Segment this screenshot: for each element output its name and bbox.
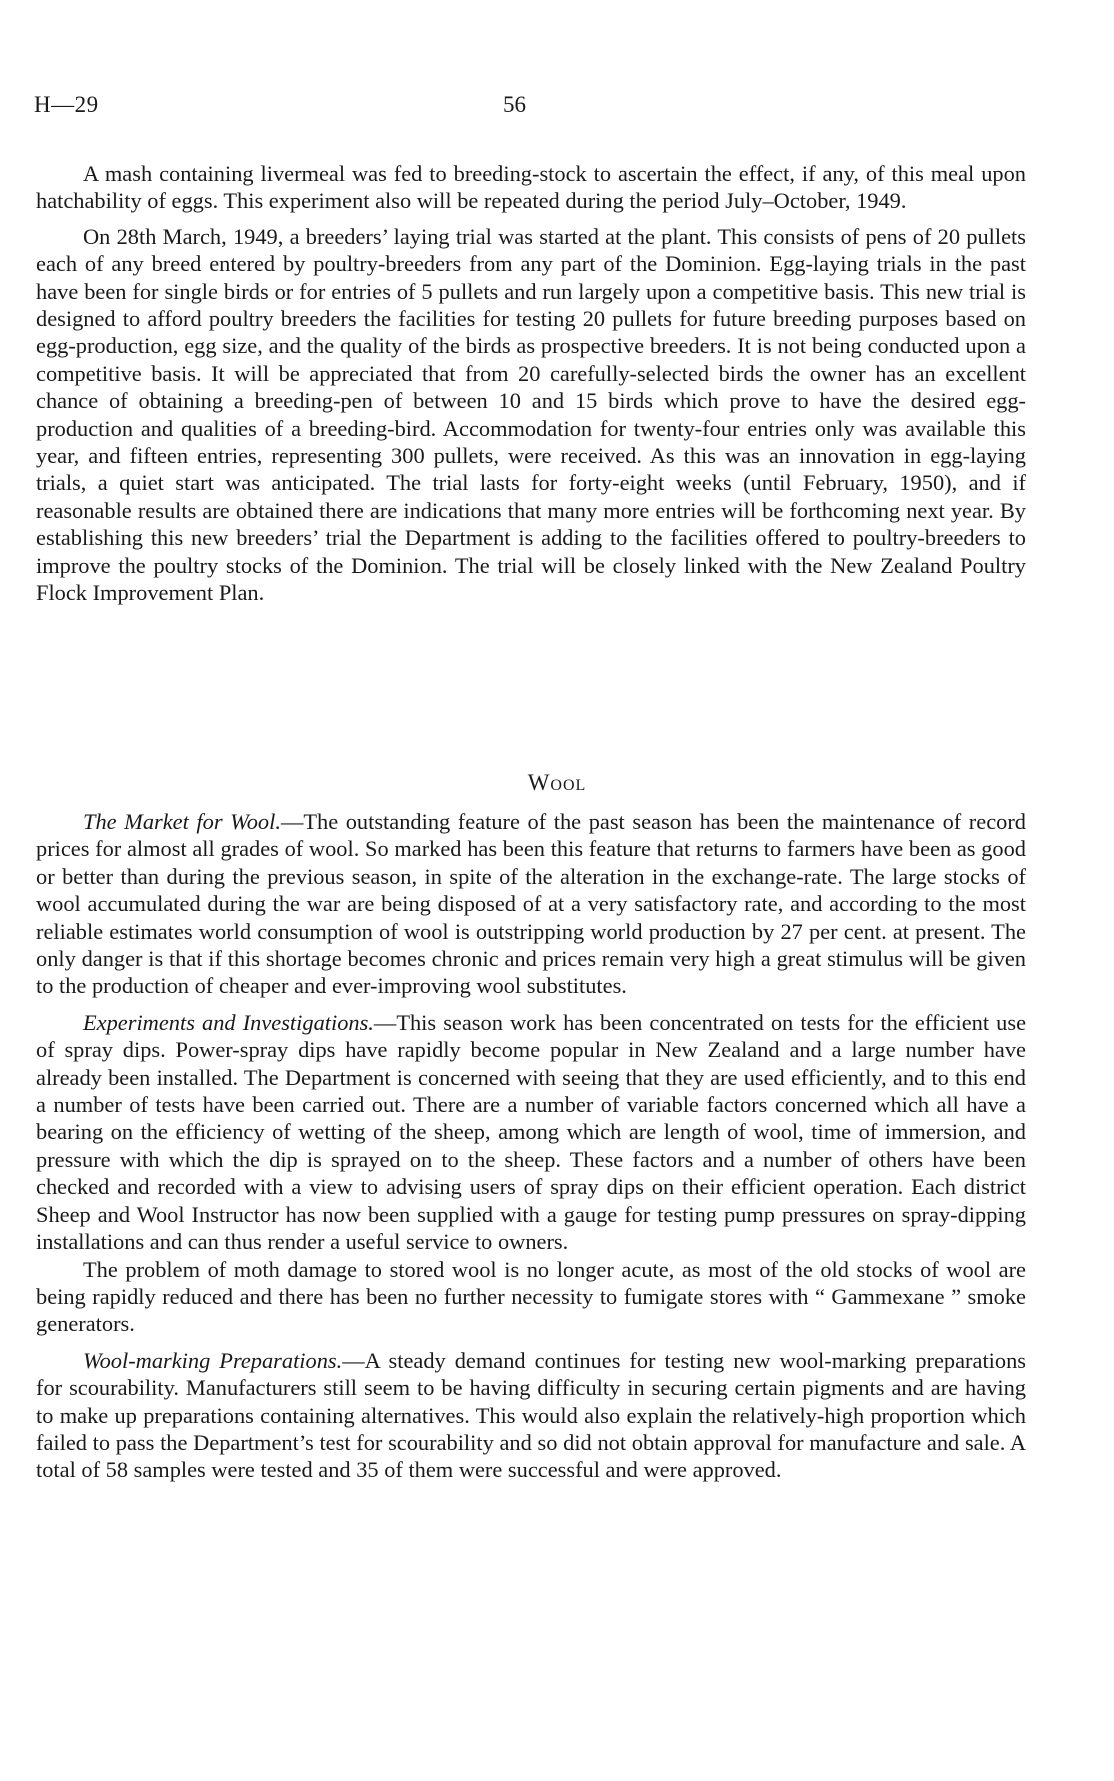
- page-number: 56: [503, 92, 526, 117]
- text-market-for-wool: —The outstanding feature of the past season has been the maintenance of record prices for almost all grades of wool. So marked has been this feature that returns to farmers have been as good or better than during the previous season, in spite of the alteration in the exchange-rate. The large stocks of wool accumulated during the war are being disposed of at a very satisfactory rate, and according to the most reliable estimates world consumption of wool is outstripping world production by 27 per cent. at present. The only danger is that if this shortage becomes chronic and prices remain very high a great stimulus will be given to the production of cheaper and ever-improving wool substitutes.: [36, 809, 1026, 999]
- paragraph-experiments: [36, 1009, 1026, 1256]
- paragraph-wool-marking: [36, 1347, 1026, 1484]
- paragraph-moth-damage: The problem of moth damage to stored wool is no longer acute, as most of the old stocks of wool are being rapidly reduced and there has been no further necessity to fumigate stores with “ Gammexane ” smoke generators.: [36, 1256, 1026, 1337]
- section-heading-wool: Wool: [527, 770, 587, 795]
- document-reference: H—29: [34, 92, 99, 117]
- poultry-section: [36, 160, 1026, 607]
- subhead-market-for-wool: The Market for Wool.: [83, 809, 281, 834]
- paragraph-market-for-wool: [36, 808, 1026, 1000]
- wool-section: [36, 808, 1026, 1484]
- text-experiments: —This season work has been concentrated on tests for the efficient use of spray dips. Power-spray dips have rapidly become popular in New Zealand and a large number have already been installed. The Department is concerned with seeing that they are used efficiently, and to this end a number of tests have been carried out. There are a number of variable factors concerned which all have a bearing on the efficiency of wetting of the sheep, among which are length of wool, time of immersion, and pressure with which the dip is sprayed on to the sheep. These factors and a number of others have been checked and recorded with a view to advising users of spray dips on their efficient operation. Each district Sheep and Wool Instructor has now been supplied with a gauge for testing pump pressures on spray-dipping installations and can thus render a useful service to owners.: [36, 1009, 1027, 1255]
- subhead-wool-marking: Wool-marking Preparations.: [83, 1347, 343, 1373]
- paragraph-breeders-trial: On 28th March, 1949, a breeders’ laying trial was started at the plant. This consists of pens of 20 pullets each of any breed entered by poultry-breeders from any part of the Dominion. Egg-laying trials in the past have been for single birds or for entries of 5 pullets and run largely upon a competitive basis. This new trial is designed to afford poultry breeders the facilities for testing 20 pullets for future breeding purposes based on egg-production, egg size, and the quality of the birds as prospective breeders. It is not being conducted upon a competitive basis. It will be appreciated that from 20 carefully-selected birds the owner has an excellent chance of obtaining a breeding-pen of between 10 and 15 birds which prove to have the desired egg-production and qualities of a breeding-bird. Accommodation for twenty-four entries only was available this year, and fifteen entries, representing 300 pullets, were received. As this was an innovation in egg-laying trials, a quiet start was anticipated. The trial lasts for forty-eight weeks (until February, 1950), and if reasonable results are obtained there are indications that many more entries will be forthcoming next year. By establishing this new breeders’ trial the Department is adding to the facilities offered to poultry-breeders to improve the poultry stocks of the Dominion. The trial will be closely linked with the New Zealand Poultry Flock Improvement Plan.: [36, 223, 1026, 606]
- paragraph-livermeal: A mash containing livermeal was fed to breeding-stock to ascertain the effect, if any, of this meal upon hatchability of eggs. This experiment also will be repeated during the period July–October, 1949.: [36, 161, 1026, 214]
- subhead-experiments: Experiments and Investigations.: [83, 1009, 374, 1035]
- text-wool-marking: —A steady demand continues for testing new wool-marking preparations for scourability. Manufacturers still seem to be having difficulty in securing certain pigments and are having to make up preparations containing alternatives. This would also explain the relatively-high proportion which failed to pass the Department’s test for scourability and so did not obtain approval for manufacture and sale. A total of 58 samples were tested and 35 of them were successful and were approved.: [36, 1347, 1026, 1483]
